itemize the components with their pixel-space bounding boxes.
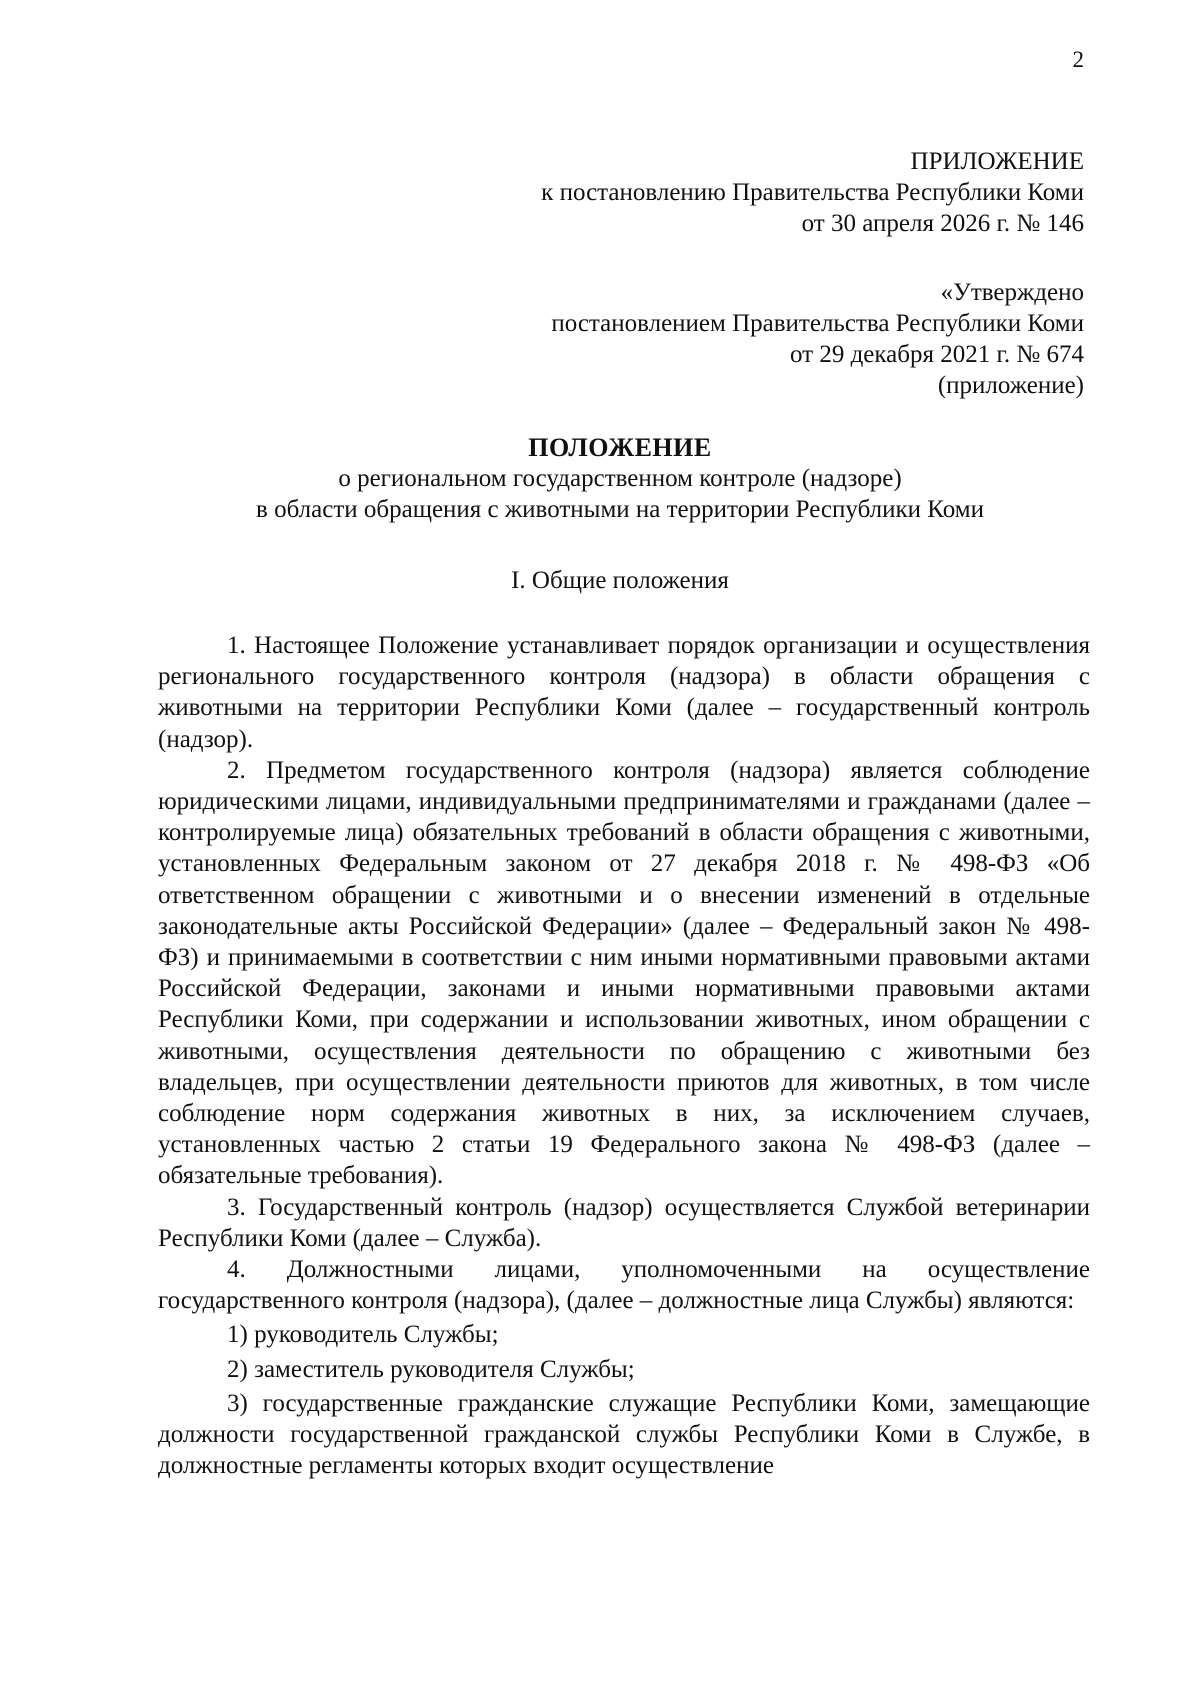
document-body [158, 630, 1090, 1481]
document-subtitle: в области обращения с животными на территории Республики Коми [256, 496, 984, 523]
approval-date-line: от 29 декабря 2021 г. № 674 [789, 341, 1084, 368]
appendix-date-line: от 30 апреля 2026 г. № 146 [801, 210, 1084, 237]
list-item: 1) руководитель Службы; [227, 1321, 499, 1349]
approval-block [551, 277, 1084, 401]
document-heading [150, 432, 1090, 525]
appendix-block [541, 146, 1084, 239]
approval-line: постановлением Правительства Республики Коми [551, 310, 1084, 337]
appendix-line: к постановлению Правительства Республики Коми [541, 179, 1084, 206]
approval-line: (приложение) [937, 372, 1084, 399]
page-number: 2 [1072, 47, 1084, 72]
approval-line: «Утверждено [940, 279, 1084, 306]
paragraph: 4. Должностными лицами, уполномоченными на осуществление государственного контроля (надзора), (далее – должностные лица Службы) являются: [158, 1256, 1090, 1315]
document-title: ПОЛОЖЕНИЕ [528, 433, 712, 462]
document-subtitle: о региональном государственном контроле (надзоре) [338, 465, 902, 492]
paragraph: 3. Государственный контроль (надзор) осуществляется Службой ветеринарии Республики Коми (далее – Служба). [158, 1193, 1090, 1252]
list-item: 3) государственные гражданские служащие Республики Коми, замещающие должности государственной гражданской службы Республики Коми в Службе, в должностные регламенты которых входит осуществление [158, 1389, 1090, 1480]
list-item: 2) заместитель руководителя Службы; [227, 1355, 635, 1383]
paragraph: 1. Настоящее Положение устанавливает порядок организации и осуществления регионального государственного контроля (надзора) в области обращения с животными на территории Республики Коми (далее – государственный контроль (надзор). [158, 632, 1090, 753]
appendix-title: ПРИЛОЖЕНИЕ [910, 148, 1084, 175]
section-heading: I. Общие положения [511, 567, 729, 594]
paragraph: 2. Предметом государственного контроля (надзора) является соблюдение юридическими лицами, индивидуальными предпринимателями и гражданами (далее – контролируемые лица) обязательных требований в области обращения с животными, установленных Федеральным законом от 27 декабря 2018 г. № 498-ФЗ «Об ответственном обращении с животными и о внесении изменений в отдельные законодательные акты Российской Федерации» (далее – Федеральный закон № 498-ФЗ) и принимаемыми в соответствии с ним иными нормативными правовыми актами Российской Федерации, законами и иными нормативными правовыми актами Республики Коми, при содержании и использовании животных, ином обращении с животными, осуществления деятельности по обращению с животными без владельцев, при осуществлении деятельности приютов для животных, в том числе соблюдение норм содержания животных в них, за исключением случаев, установленных частью 2 статьи 19 Федерального закона № 498-ФЗ (далее – обязательные требования). [158, 756, 1090, 1190]
